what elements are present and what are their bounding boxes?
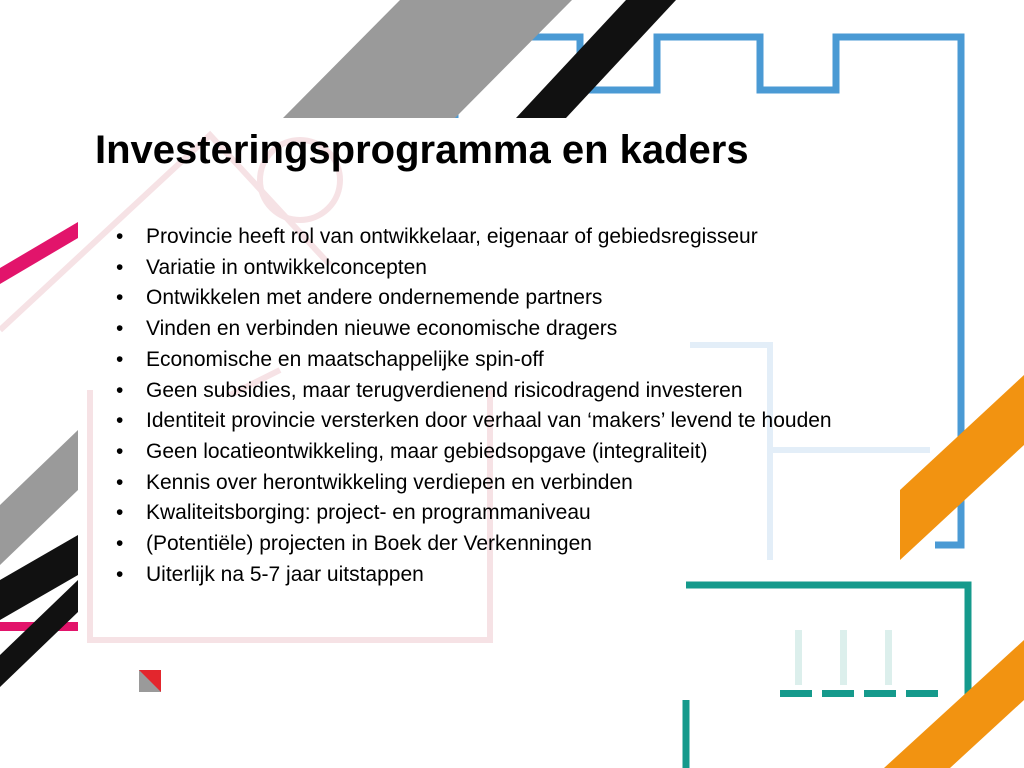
slide-title: Investeringsprogramma en kaders: [95, 128, 749, 172]
bullet-item: • Kennis over herontwikkeling verdiepen en verbinden: [114, 468, 994, 499]
orange-diagonal-stripe-bottom: [884, 640, 1024, 768]
bullet-list: [114, 222, 994, 590]
bullet-item: • Economische en maatschappelijke spin-off: [114, 345, 994, 376]
teal-dash-row: [780, 690, 938, 697]
gray-diagonal-stripe-top: [283, 0, 572, 118]
bullet-item: • Variatie in ontwikkelconcepten: [114, 253, 994, 284]
faint-teal-bars: [795, 630, 892, 685]
bullet-item: • Uiterlijk na 5-7 jaar uitstappen: [114, 560, 994, 591]
magenta-diagonal-stripe: [0, 222, 78, 284]
bullet-item: • Geen subsidies, maar terugverdienend risicodragend investeren: [114, 376, 994, 407]
bullet-item: • Provincie heeft rol van ontwikkelaar, eigenaar of gebiedsregisseur: [114, 222, 994, 253]
bullet-item: • Identiteit provincie versterken door verhaal van ‘makers’ levend te houden: [114, 406, 994, 437]
bullet-item: • Geen locatieontwikkeling, maar gebiedsopgave (integraliteit): [114, 437, 994, 468]
bullet-item: • Kwaliteitsborging: project- en programmaniveau: [114, 498, 994, 529]
red-triangle-logo-icon: [139, 670, 161, 692]
bullet-item: • (Potentiële) projecten in Boek der Verkenningen: [114, 529, 994, 560]
bullet-item: • Vinden en verbinden nieuwe economische dragers: [114, 314, 994, 345]
bullet-item: • Ontwikkelen met andere ondernemende partners: [114, 283, 994, 314]
